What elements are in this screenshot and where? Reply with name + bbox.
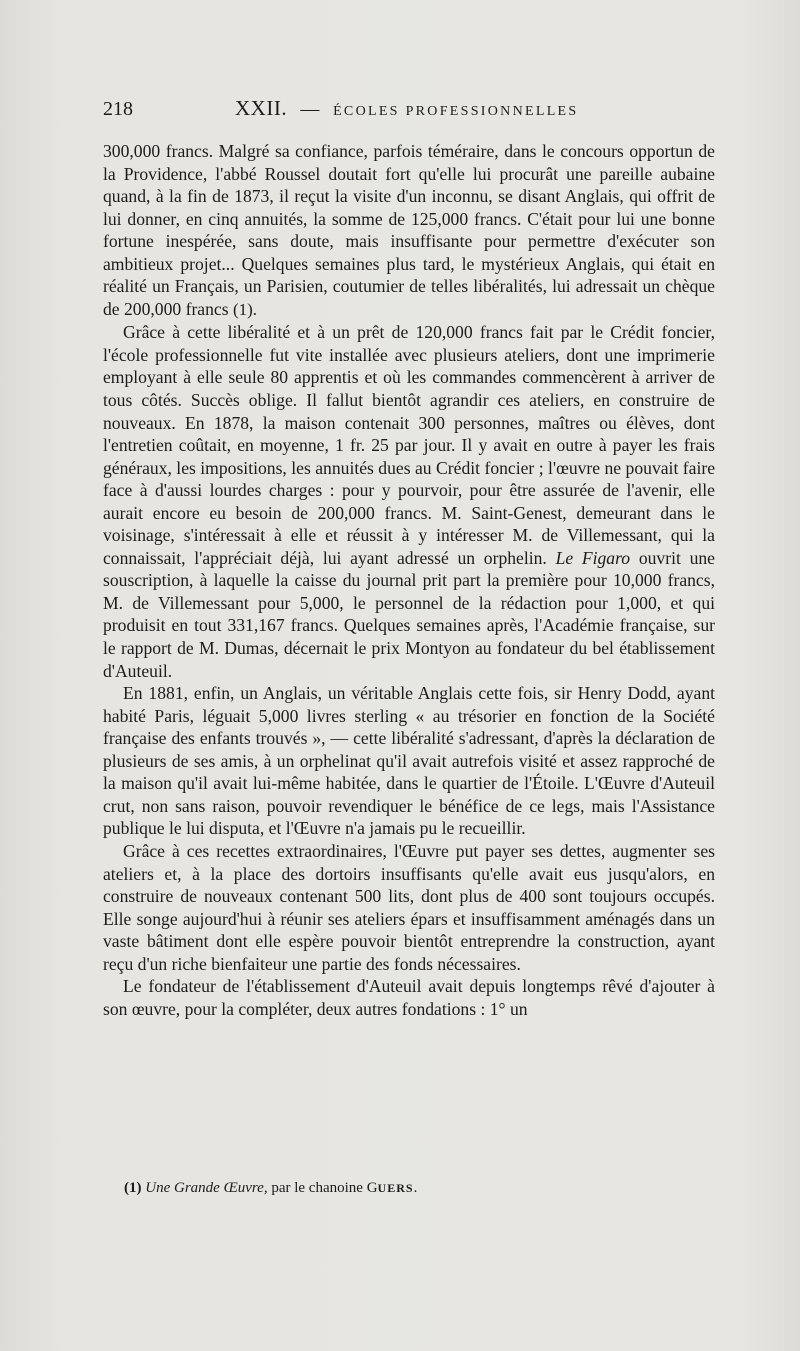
footnote-end: . xyxy=(413,1180,418,1196)
page-header xyxy=(103,96,715,126)
paragraph-1 xyxy=(103,140,715,321)
paragraph-2-text: Grâce à cette libéralité et à un prêt de 120,000 francs fait par le Crédit foncier, l'école professionnelle fut vite installée avec plusieurs ateliers, dont une imprimerie employant à elle seule 80 apprentis et où les commandes commencèrent à arriver de tous côtés. Succès oblige. Il fallut bientôt agrandir ces ateliers, en construire de nouveaux. En 1878, la maison contenait 300 personnes, maîtres ou élèves, dont l'entretien coûtait, en moyenne, 1 fr. 25 par jour. Il y avait en outre à payer les frais généraux, les impositions, les annuités dues au Crédit foncier ; l'œuvre ne pouvait faire face à d'aussi lourdes charges : pour y pourvoir, pour être assurée de l'avenir, elle aurait encore eu besoin de 200,000 francs. M. Saint-Genest, demeurant dans le voisinage, s'intéressait à elle et réussit à y intéresser M. de Villemessant, qui la connaissait, l'appréciait déjà, lui ayant adressé un orphelin. xyxy=(103,322,715,568)
footnote-marker: (1) xyxy=(124,1180,142,1196)
footnote-author xyxy=(367,1180,418,1196)
paragraph-5: Le fondateur de l'établissement d'Auteuil avait depuis longtemps rêvé d'ajouter à son œuvre, pour la compléter, deux autres fondations : 1° un xyxy=(103,976,715,1019)
paragraph-1-text: 300,000 francs. Malgré sa confiance, parfois téméraire, dans le concours opportun de la Providence, l'abbé Roussel doutait fort qu'elle lui procurât une pareille aubaine quand, à la fin de 1873, il reçut la visite d'un inconnu, se disant Anglais, qui offrit de lui donner, en cinq annuités, la somme de 125,000 francs. C'était pour lui une bonne fortune inespérée, sans doute, mais insuffisante pour permettre d'exécuter son ambitieux projet... Quelques semaines plus tard, le mystérieux Anglais, qui était en réalité un Français, un Parisien, coutumier de telles libéralités, lui adressait un chèque de 200,000 francs xyxy=(103,141,715,319)
paragraph-2 xyxy=(103,321,715,682)
header-dash: — xyxy=(300,99,320,120)
body-text xyxy=(103,140,715,1020)
footnote xyxy=(124,1178,684,1198)
footnote-author-initial: G xyxy=(366,1180,378,1196)
paragraph-4: Grâce à ces recettes extraordinaires, l'Œuvre put payer ses dettes, augmenter ses ateliers et, à la place des dortoirs insuffisants qu'elle avait eus jusqu'alors, en construire de nouveaux contenant 500 lits, dont plus de 400 sont toujours occupés. Elle songe aujourd'hui à réunir ses ateliers épars et insuffisamment aménagés dans un vaste bâtiment dont elle espère pouvoir bientôt entreprendre la construction, ayant reçu d'un riche bienfaiteur une partie des fonds nécessaires. xyxy=(103,840,715,974)
running-title xyxy=(235,96,579,121)
newspaper-title: Le Figaro xyxy=(555,547,631,568)
chapter-number: XXII. xyxy=(235,96,288,120)
chapter-title: ÉCOLES PROFESSIONNELLES xyxy=(333,104,579,119)
footnote-title: Une Grande Œuvre, xyxy=(145,1180,268,1196)
paragraph-2-tail: ouvrit une souscription, à laquelle la caisse du journal prit part la première pour 10,000 francs, M. de Villemessant pour 5,000, le personnel de la rédaction pour 1,000, et qui produisit en tout 331,167 francs. Quelques semaines après, l'Académie française, sur le rapport de M. Dumas, décernait le prix Montyon au fondateur du bel établissement d'Auteuil. xyxy=(103,547,715,681)
paragraph-3: En 1881, enfin, un Anglais, un véritable Anglais cette fois, sir Henry Dodd, ayant habité Paris, léguait 5,000 livres sterling « au trésorier en fonction de la Société française des enfants trouvés », — cette libéralité s'adressant, d'après la déclaration de plusieurs de ses amis, à un orphelinat qu'il avait autrefois visité et assez rapproché de la maison qu'il avait lui-même habitée, dans le quartier de l'Étoile. L'Œuvre d'Auteuil crut, non sans raison, pouvoir revendiquer le bénéfice de ce legs, mais l'Assistance publique le lui disputa, et l'Œuvre n'a jamais pu le recueillir. xyxy=(103,683,715,839)
footnote-reference: (1). xyxy=(232,299,258,319)
page-number: 218 xyxy=(103,98,133,120)
footnote-by: par le chanoine xyxy=(271,1180,363,1196)
footnote-author-rest: UERS xyxy=(377,1181,414,1195)
